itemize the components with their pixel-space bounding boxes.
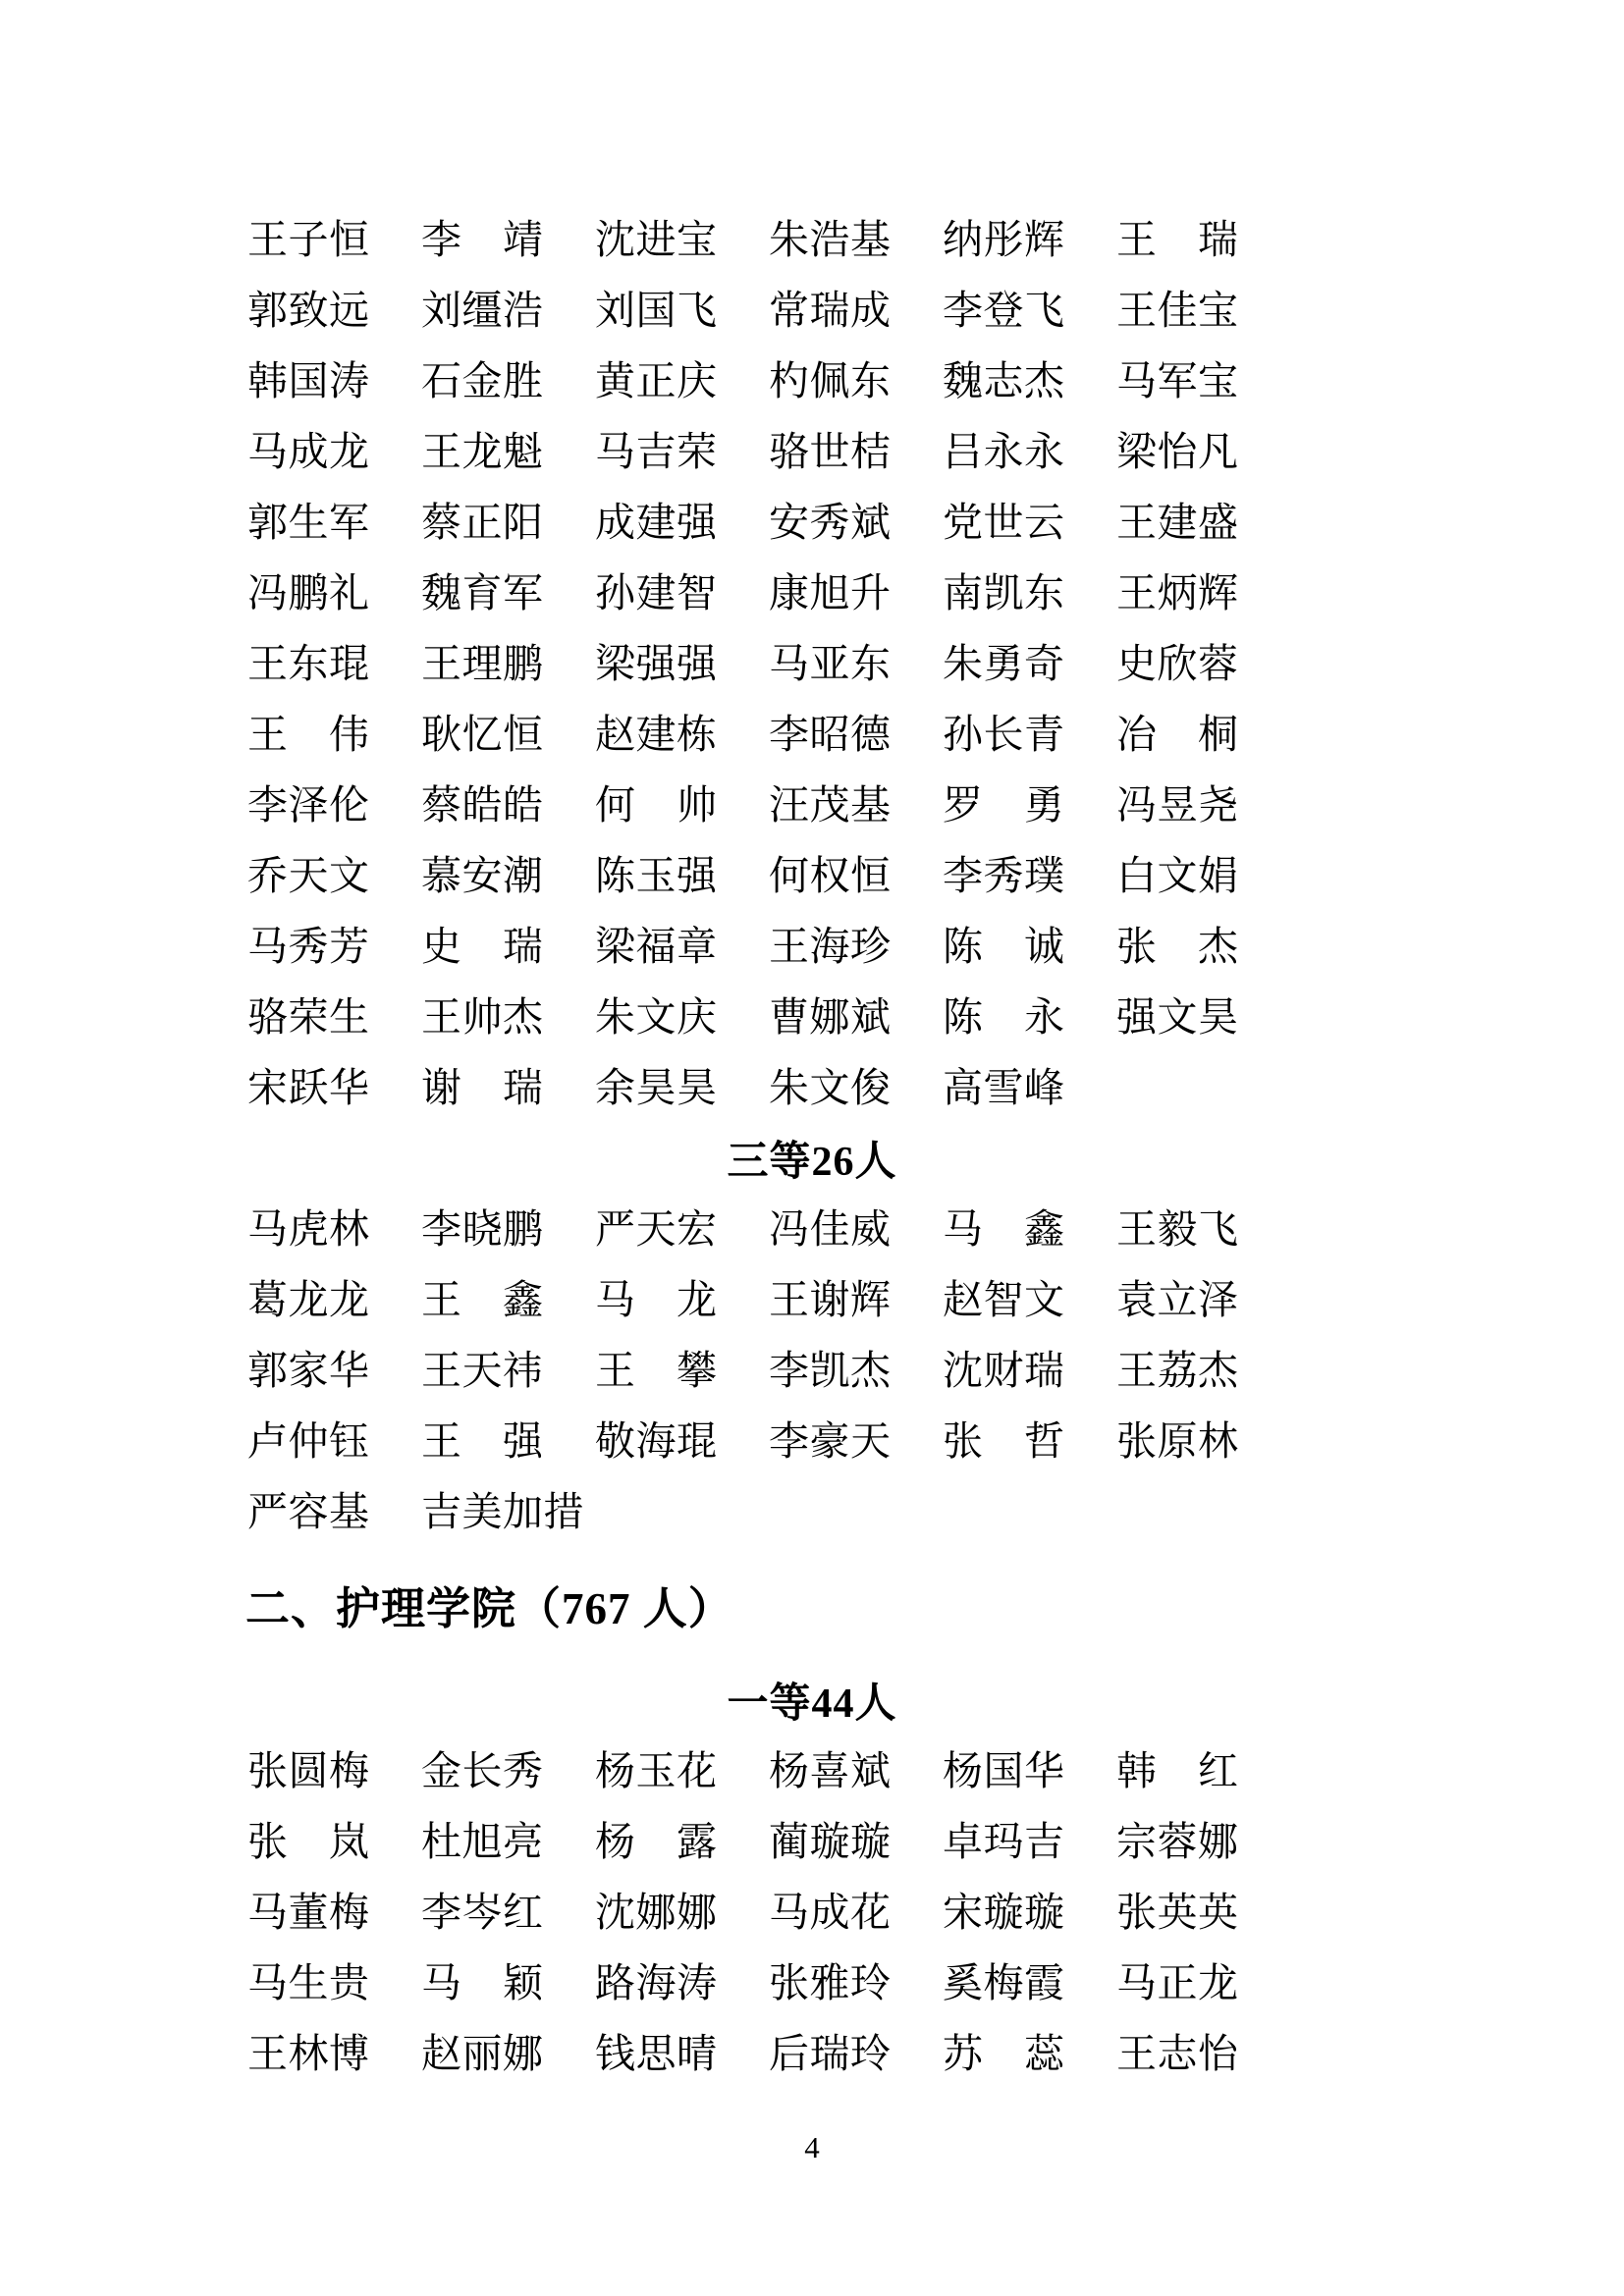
person-name: 沈进宝 xyxy=(595,216,718,262)
person-name: 李晓鹏 xyxy=(421,1205,544,1252)
name-row xyxy=(0,1476,1624,1547)
person-name: 卢仲钰 xyxy=(247,1417,370,1464)
person-name: 常瑞成 xyxy=(769,287,892,333)
person-name: 马董梅 xyxy=(247,1889,370,1935)
person-name: 奚梅霞 xyxy=(943,1959,1065,2005)
name-row xyxy=(0,1052,1624,1123)
person-name: 魏志杰 xyxy=(943,357,1065,403)
person-name: 王 瑞 xyxy=(1116,216,1239,262)
person-name: 骆世桔 xyxy=(769,428,892,474)
name-row xyxy=(0,204,1624,275)
person-name: 王 鑫 xyxy=(421,1276,544,1322)
person-name: 梁怡凡 xyxy=(1116,428,1239,474)
person-name: 赵丽娜 xyxy=(421,2030,544,2076)
name-row xyxy=(0,1194,1624,1264)
person-name: 汪茂基 xyxy=(769,781,892,828)
person-name: 李岑红 xyxy=(421,1889,544,1935)
person-name: 马亚东 xyxy=(769,640,892,686)
person-name: 宋跃华 xyxy=(247,1064,370,1110)
person-name: 马正龙 xyxy=(1116,1959,1239,2005)
name-row xyxy=(0,911,1624,982)
person-name: 宗蓉娜 xyxy=(1116,1818,1239,1864)
person-name: 石金胜 xyxy=(421,357,544,403)
person-name: 杨喜斌 xyxy=(769,1747,892,1793)
person-name: 张 哲 xyxy=(943,1417,1065,1464)
person-name: 孙建智 xyxy=(595,569,718,615)
name-row xyxy=(0,699,1624,770)
name-row xyxy=(0,346,1624,416)
person-name: 成建强 xyxy=(595,499,718,545)
person-name: 朱文俊 xyxy=(769,1064,892,1110)
person-name: 苏 蕊 xyxy=(943,2030,1065,2076)
person-name: 刘国飞 xyxy=(595,287,718,333)
person-name: 黄正庆 xyxy=(595,357,718,403)
person-name: 张雅玲 xyxy=(769,1959,892,2005)
grade-heading: 一等44人 xyxy=(727,1682,897,1727)
person-name: 张圆梅 xyxy=(247,1747,370,1793)
person-name: 白文娟 xyxy=(1116,852,1239,898)
person-name: 冯昱尧 xyxy=(1116,781,1239,828)
name-row xyxy=(0,1877,1624,1948)
name-row xyxy=(0,1806,1624,1877)
person-name: 沈财瑞 xyxy=(943,1347,1065,1393)
person-name: 马成龙 xyxy=(247,428,370,474)
name-row xyxy=(0,1406,1624,1476)
person-name: 路海涛 xyxy=(595,1959,718,2005)
person-name: 王建盛 xyxy=(1116,499,1239,545)
person-name: 张英英 xyxy=(1116,1889,1239,1935)
person-name: 马 龙 xyxy=(595,1276,718,1322)
person-name: 蔡皓皓 xyxy=(421,781,544,828)
person-name: 康旭升 xyxy=(769,569,892,615)
person-name: 余昊昊 xyxy=(595,1064,718,1110)
person-name: 杓佩东 xyxy=(769,357,892,403)
person-name: 王志怡 xyxy=(1116,2030,1239,2076)
person-name: 罗 勇 xyxy=(943,781,1065,828)
person-name: 韩国涛 xyxy=(247,357,370,403)
person-name: 南凯东 xyxy=(943,569,1065,615)
person-name: 王海珍 xyxy=(769,923,892,969)
person-name: 王林博 xyxy=(247,2030,370,2076)
name-row xyxy=(0,1335,1624,1406)
name-row xyxy=(0,275,1624,346)
name-row xyxy=(0,770,1624,840)
college-heading: 二、护理学院（767 人） xyxy=(245,1583,733,1633)
person-name: 党世云 xyxy=(943,499,1065,545)
person-name: 蔺璇璇 xyxy=(769,1818,892,1864)
person-name: 马成花 xyxy=(769,1889,892,1935)
person-name: 郭家华 xyxy=(247,1347,370,1393)
person-name: 王 攀 xyxy=(595,1347,718,1393)
person-name: 马生贵 xyxy=(247,1959,370,2005)
person-name: 朱勇奇 xyxy=(943,640,1065,686)
person-name: 宋璇璇 xyxy=(943,1889,1065,1935)
name-row xyxy=(0,416,1624,487)
person-name: 马 颖 xyxy=(421,1959,544,2005)
person-name: 杨国华 xyxy=(943,1747,1065,1793)
person-name: 王毅飞 xyxy=(1116,1205,1239,1252)
person-name: 陈 诚 xyxy=(943,923,1065,969)
person-name: 吉美加措 xyxy=(421,1488,584,1534)
person-name: 何权恒 xyxy=(769,852,892,898)
person-name: 朱文庆 xyxy=(595,993,718,1040)
person-name: 王理鹏 xyxy=(421,640,544,686)
person-name: 史 瑞 xyxy=(421,923,544,969)
person-name: 韩 红 xyxy=(1116,1747,1239,1793)
person-name: 安秀斌 xyxy=(769,499,892,545)
page-number: 4 xyxy=(804,2130,820,2164)
person-name: 李登飞 xyxy=(943,287,1065,333)
person-name: 梁福章 xyxy=(595,923,718,969)
person-name: 王佳宝 xyxy=(1116,287,1239,333)
person-name: 陈 永 xyxy=(943,993,1065,1040)
person-name: 袁立泽 xyxy=(1116,1276,1239,1322)
grade-heading: 三等26人 xyxy=(727,1140,897,1185)
person-name: 冯佳威 xyxy=(769,1205,892,1252)
person-name: 纳彤辉 xyxy=(943,216,1065,262)
person-name: 沈娜娜 xyxy=(595,1889,718,1935)
person-name: 吕永永 xyxy=(943,428,1065,474)
person-name: 钱思晴 xyxy=(595,2030,718,2076)
person-name: 骆荣生 xyxy=(247,993,370,1040)
name-row xyxy=(0,2018,1624,2089)
person-name: 严天宏 xyxy=(595,1205,718,1252)
person-name: 赵智文 xyxy=(943,1276,1065,1322)
person-name: 金长秀 xyxy=(421,1747,544,1793)
person-name: 王东琨 xyxy=(247,640,370,686)
person-name: 严容基 xyxy=(247,1488,370,1534)
person-name: 谢 瑞 xyxy=(421,1064,544,1110)
person-name: 张 杰 xyxy=(1116,923,1239,969)
name-row xyxy=(0,487,1624,558)
person-name: 耿忆恒 xyxy=(421,711,544,757)
name-row xyxy=(0,1948,1624,2018)
person-name: 王谢辉 xyxy=(769,1276,892,1322)
person-name: 张原林 xyxy=(1116,1417,1239,1464)
person-name: 高雪峰 xyxy=(943,1064,1065,1110)
person-name: 孙长青 xyxy=(943,711,1065,757)
name-row xyxy=(0,558,1624,628)
person-name: 杨玉花 xyxy=(595,1747,718,1793)
person-name: 王炳辉 xyxy=(1116,569,1239,615)
person-name: 李昭德 xyxy=(769,711,892,757)
person-name: 冯鹏礼 xyxy=(247,569,370,615)
person-name: 王荔杰 xyxy=(1116,1347,1239,1393)
person-name: 刘缰浩 xyxy=(421,287,544,333)
person-name: 王天祎 xyxy=(421,1347,544,1393)
person-name: 葛龙龙 xyxy=(247,1276,370,1322)
name-row xyxy=(0,1264,1624,1335)
person-name: 郭生军 xyxy=(247,499,370,545)
person-name: 马吉荣 xyxy=(595,428,718,474)
person-name: 郭致远 xyxy=(247,287,370,333)
person-name: 强文昊 xyxy=(1116,993,1239,1040)
person-name: 李泽伦 xyxy=(247,781,370,828)
person-name: 杨 露 xyxy=(595,1818,718,1864)
person-name: 杜旭亮 xyxy=(421,1818,544,1864)
person-name: 陈玉强 xyxy=(595,852,718,898)
person-name: 王子恒 xyxy=(247,216,370,262)
person-name: 王 伟 xyxy=(247,711,370,757)
person-name: 史欣蓉 xyxy=(1116,640,1239,686)
person-name: 李豪天 xyxy=(769,1417,892,1464)
person-name: 慕安潮 xyxy=(421,852,544,898)
name-row xyxy=(0,982,1624,1052)
person-name: 朱浩基 xyxy=(769,216,892,262)
person-name: 王帅杰 xyxy=(421,993,544,1040)
person-name: 王龙魁 xyxy=(421,428,544,474)
person-name: 何 帅 xyxy=(595,781,718,828)
person-name: 乔天文 xyxy=(247,852,370,898)
person-name: 冶 桐 xyxy=(1116,711,1239,757)
person-name: 后瑞玲 xyxy=(769,2030,892,2076)
person-name: 李 靖 xyxy=(421,216,544,262)
person-name: 梁强强 xyxy=(595,640,718,686)
person-name: 赵建栋 xyxy=(595,711,718,757)
name-row xyxy=(0,628,1624,699)
person-name: 蔡正阳 xyxy=(421,499,544,545)
person-name: 曹娜斌 xyxy=(769,993,892,1040)
person-name: 李凯杰 xyxy=(769,1347,892,1393)
person-name: 马军宝 xyxy=(1116,357,1239,403)
name-row xyxy=(0,840,1624,911)
person-name: 王 强 xyxy=(421,1417,544,1464)
person-name: 张 岚 xyxy=(247,1818,370,1864)
person-name: 马秀芳 xyxy=(247,923,370,969)
person-name: 马虎林 xyxy=(247,1205,370,1252)
person-name: 敬海琨 xyxy=(595,1417,718,1464)
person-name: 魏育军 xyxy=(421,569,544,615)
name-row xyxy=(0,1735,1624,1806)
person-name: 卓玛吉 xyxy=(943,1818,1065,1864)
person-name: 马 鑫 xyxy=(943,1205,1065,1252)
person-name: 李秀璞 xyxy=(943,852,1065,898)
